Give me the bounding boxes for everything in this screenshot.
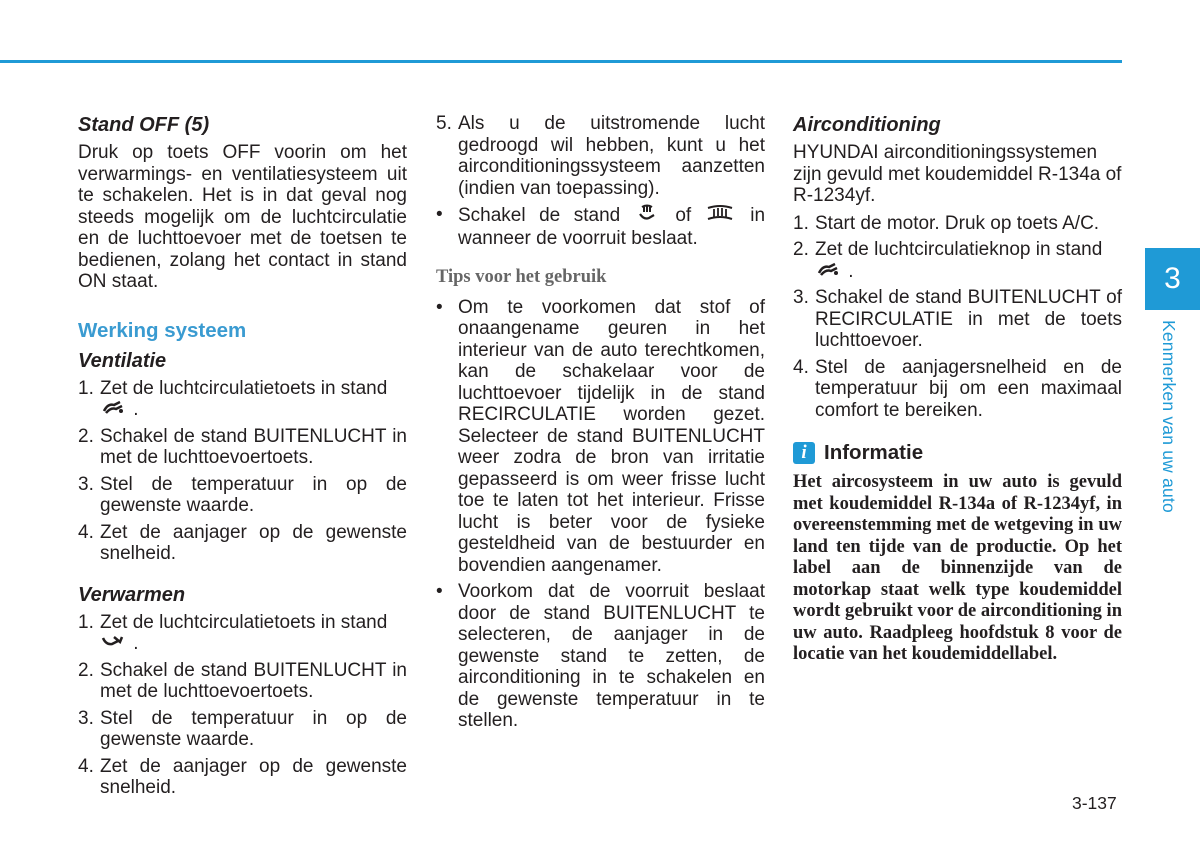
list-item: 4. Stel de aanjagersnelheid en de temperatuur bij om een maximaal comfort te bereiken.	[793, 356, 1122, 421]
tips-list	[436, 297, 765, 732]
stand-off-heading: Stand OFF (5)	[78, 114, 210, 136]
werking-systeem-heading: Werking systeem	[78, 318, 247, 342]
list-item: 3. Stel de temperatuur in op de gewenste waarde.	[78, 473, 407, 517]
fresh-air-icon	[100, 399, 126, 421]
column-3	[793, 113, 1122, 666]
tips-heading: Tips voor het gebruik	[436, 267, 607, 287]
list-item: 4. Zet de aanjager op de gewenste snelheid.	[78, 521, 407, 565]
list-item: 2. Schakel de stand BUITENLUCHT in met de luchttoevoertoets.	[78, 425, 407, 469]
list-item: 2. Zet de luchtcirculatieknop in stand .	[793, 239, 1103, 282]
informatie-text: Het aircosysteem in uw auto is gevuld met koudemiddel R-134a of R-1234yf, in overeenstemming met de wetgeving in uw land ten tijde van de productie. Op het label aan de binnenzijde van de motorkap staat welk type koudemiddel wordt gebruikt voor de airconditioning in uw auto. Raadpleeg hoofdstuk 8 voor de locatie van het koudemiddellabel.	[793, 472, 1122, 665]
list-item: • Om te voorkomen dat stof of onaangename geuren in het interieur van de auto terechtkomen, kan de schakelaar voor de luchttoevoer tijdelijk in de stand RECIRCULATIE worden gezet. Selecteer de stand BUITENLUCHT weer zodra de bron van irritatie gepasseerd is om weer frisse lucht toe te laten tot het interieur. Frisse lucht is beter voor de fysieke gesteldheid van de bestuurder en bovendien aangenamer.	[436, 296, 765, 576]
chapter-title: Kenmerken van uw auto	[1159, 320, 1179, 513]
header-rule	[0, 60, 1122, 63]
werking-continued-list	[436, 113, 765, 249]
list-item: 3. Stel de temperatuur in op de gewenste waarde.	[78, 707, 407, 751]
list-item: 1. Zet de luchtcirculatietoets in stand .	[78, 611, 388, 655]
ventilatie-heading: Ventilatie	[78, 349, 167, 372]
list-item: • Voorkom dat de voorruit beslaat door de stand BUITENLUCHT te selecteren, de aanjager in de gewenste stand te zetten, de airconditioning in te schakelen en de gewenste temperatuur in te stellen.	[436, 581, 765, 731]
defrost-floor-icon	[634, 204, 660, 228]
airconditioning-list	[793, 213, 1122, 422]
list-item: 3. Schakel de stand BUITENLUCHT of RECIRCULATIE in met de toets luchttoevoer.	[793, 287, 1122, 352]
airconditioning-heading: Airconditioning	[793, 114, 941, 136]
chapter-tab: 3	[1145, 248, 1200, 310]
list-item: 1. Start de motor. Druk op toets A/C.	[793, 212, 1100, 234]
informatie-heading: i Informatie	[793, 442, 1122, 464]
info-icon: i	[793, 442, 815, 464]
verwarmen-list	[78, 612, 407, 799]
list-item: 1. Zet de luchtcirculatietoets in stand .	[78, 377, 388, 420]
list-item: 5. Als u de uitstromende lucht gedroogd wil hebben, kunt u het airconditioningssysteem aanzetten (indien van toepassing).	[436, 113, 765, 199]
fresh-air-icon	[815, 261, 841, 283]
page-number: 3-137	[1072, 793, 1117, 813]
airconditioning-text: HYUNDAI airconditioningssystemen zijn gevuld met koudemiddel R-134a of R-1234yf.	[793, 142, 1122, 206]
list-item: 2. Schakel de stand BUITENLUCHT in met de luchttoevoertoets.	[78, 659, 407, 703]
verwarmen-heading: Verwarmen	[78, 583, 186, 606]
list-item: • Schakel de stand of in wanneer de voorruit beslaat.	[436, 204, 766, 249]
ventilatie-list	[78, 378, 407, 565]
floor-vent-icon	[100, 633, 126, 655]
list-item: 4. Zet de aanjager op de gewenste snelheid.	[78, 755, 407, 799]
column-1	[78, 113, 407, 804]
column-2	[436, 113, 765, 737]
defrost-icon	[705, 204, 735, 228]
stand-off-text: Druk op toets OFF voorin om het verwarmings- en ventilatiesysteem uit te schakelen. Het is in dat geval nog steeds mogelijk om de luchtcirculatie en de luchttoevoer met de toetsen te bedienen, zolang het contact in stand ON staat.	[78, 142, 407, 292]
